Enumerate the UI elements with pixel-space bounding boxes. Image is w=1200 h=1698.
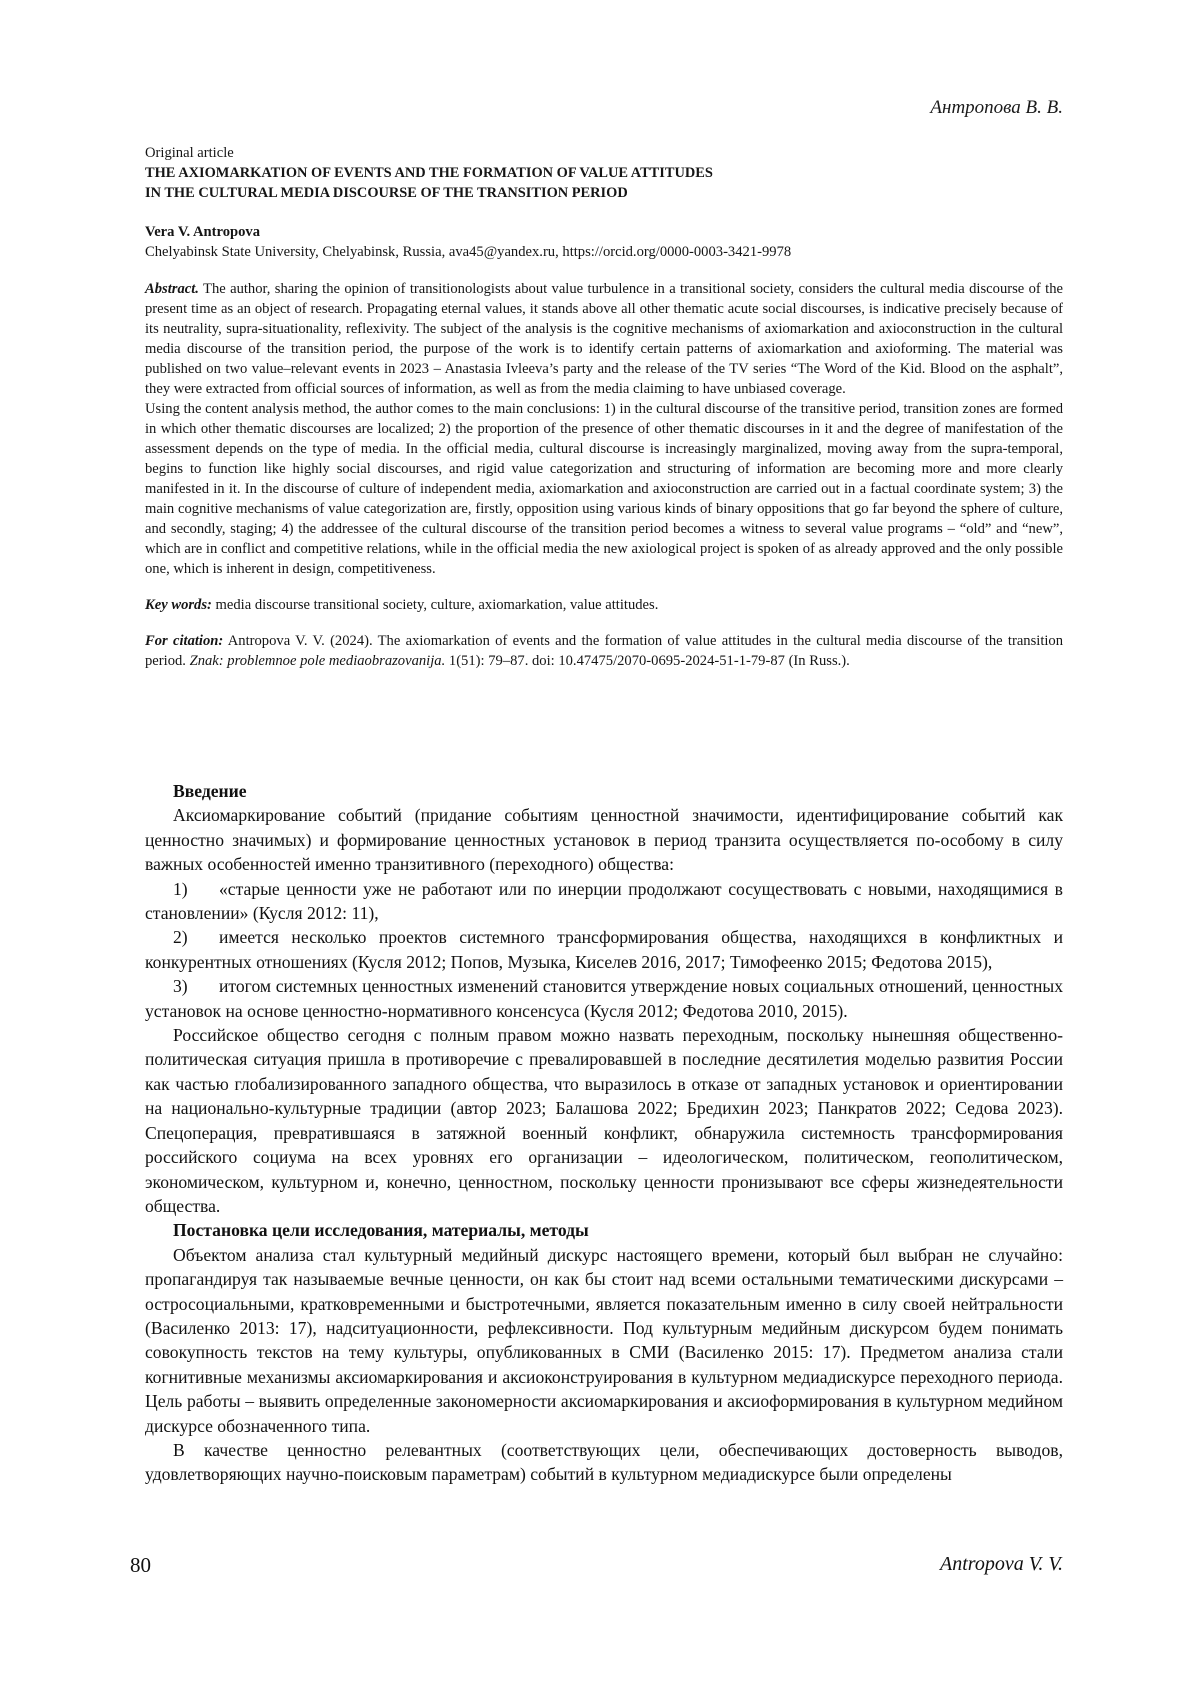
intro-paragraph-2: Российское общество сегодня с полным правом можно назвать переходным, поскольку нынешняя общественно-политическая ситуация пришла в противоречие с превалировавшей в последние десятилетия моделью развития России как частью глобализированного западного общества, что выразилось в отказе от западных установок и ориентировании на национально-культурные традиции (автор 2023; Балашова 2022; Бредихин 2023; Панкратов 2022; Седова 2023). Спецоперация, превратившаяся в затяжной военный конфликт, обнаружила системность трансформирования российского социума на всех уровнях его организации – идеологическом, политическом, геополитическом, экономическом, культурном и, конечно, ценностном, поскольку ценности пронизывают все сферы жизнедеятельности общества. xyxy=(145,1025,1063,1216)
list-item-text: итогом системных ценностных изменений становится утверждение новых социальных отношений, ценностных установок на основе ценностно-нормативного консенсуса (Кусля 2012; Федотова 2010, 2015). xyxy=(145,976,1063,1021)
list-item-text: «старые ценности уже не работают или по инерции продолжают сосуществовать с новыми, находящимися в становлении» (Кусля 2012: 11), xyxy=(145,878,1063,924)
list-number: 1) xyxy=(173,878,188,899)
english-metadata-block xyxy=(145,143,1063,671)
article-type: Original article xyxy=(145,145,234,161)
list-item xyxy=(145,974,1063,1023)
page-number: 80 xyxy=(130,1553,151,1577)
intro-paragraph-1: Аксиомаркирование событий (придание событиям ценностной значимости, идентифицирование событий как ценностно значимых) и формирование ценностных установок в период транзита осуществляется по-особому в силу важных особенностей именно транзитивного (переходного) общества: xyxy=(145,805,1063,875)
author-name: Vera V. Antropova xyxy=(145,224,261,240)
citation-text-2: 1(51): 79–87. doi: 10.47475/2070-0695-2024-51-1-79-87 (In Russ.). xyxy=(448,653,850,669)
citation xyxy=(145,631,1063,671)
abstract-label: Abstract. xyxy=(145,281,199,297)
footer-author: Antropova V. V. xyxy=(940,1553,1063,1575)
keywords xyxy=(145,595,1063,615)
keywords-text: media discourse transitional society, culture, axiomarkation, value attitudes. xyxy=(215,597,659,613)
list-number: 3) xyxy=(173,976,188,997)
list-item xyxy=(145,925,1063,974)
abstract-paragraph-2: Using the content analysis method, the author comes to the main conclusions: 1) in the cultural discourse of the transitive period, transition zones are formed in which other thematic discourses are localized; 2) the proportion of the presence of other thematic discourses in it and the degree of manifestation of the assessment depends on the type of media. In the official media, cultural discourse is increasingly marginalized, moving away from the supra-temporal, begins to function like highly social discourses, and rigid value categorization and structuring of information are becoming more and more clearly manifested in it. In the discourse of culture of independent media, axiomarkation and axioconstruction are carried out in a factual coordinate system; 3) the main cognitive mechanisms of value categorization are, firstly, opposition using various kinds of binary oppositions that go far beyond the sphere of culture, and secondly, staging; 4) the addressee of the cultural discourse of the transition period becomes a witness to several value programs – “old” and “new”, which are in conflict and competitive relations, while in the official media the new axiological project is spoken of as already approved and the only possible one, which is inherent in design, competitiveness. xyxy=(145,401,1063,577)
citation-label: For citation: xyxy=(145,633,224,649)
article-title xyxy=(145,163,1063,203)
list-number: 2) xyxy=(173,927,188,948)
list-item xyxy=(145,877,1063,926)
running-head: Антропова В. В. xyxy=(930,97,1063,118)
section-heading-methods: Постановка цели исследования, материалы, методы xyxy=(173,1220,589,1241)
article-body xyxy=(145,779,1063,1487)
list-item-text: имеется несколько проектов системного трансформирования общества, находящихся в конфликтных и конкурентных отношениях (Кусля 2012; Попов, Музыка, Киселев 2016, 2017; Тимофеенко 2015; Федотова 2015), xyxy=(145,927,1063,972)
citation-journal: Znak: problemnoe pole mediaobrazovanija. xyxy=(189,653,446,669)
methods-paragraph-1: Объектом анализа стал культурный медийный дискурс настоящего времени, который был выбран не случайно: пропагандируя так называемые вечные ценности, он как бы стоит над всеми остальными тематическими дискурсами – остросоциальными, кратковременными и быстротечными, является показательным именно в силу своей нейтральности (Василенко 2013: 17), надситуационности, рефлексивности. Под культурным медийным дискурсом будем понимать совокупность текстов на тему культуры, опубликованных в СМИ (Василенко 2015: 17). Предметом анализа стали когнитивные механизмы аксиомаркирования и аксиоконструирования в культурном медиадискурсе переходного периода. Цель работы – выявить определенные закономерности аксиомаркирования и аксиоформирования в культурном медийном дискурсе обозначенного типа. xyxy=(145,1244,1063,1436)
section-heading-introduction: Введение xyxy=(173,781,247,801)
author-affiliation: Chelyabinsk State University, Chelyabinsk, Russia, ava45@yandex.ru, https://orcid.org/0000-0003-3421-9978 xyxy=(145,244,792,260)
abstract xyxy=(145,279,1063,399)
keywords-label: Key words: xyxy=(145,597,212,613)
article-title-line-1: THE AXIOMARKATION OF EVENTS AND THE FORMATION OF VALUE ATTITUDES xyxy=(145,165,713,181)
abstract-paragraph-1: The author, sharing the opinion of transitionologists about value turbulence in a transitional society, considers the cultural media discourse of the present time as an object of research. Propagating eternal values, it stands above all other thematic acute social discourses, is indicative precisely because of its neutrality, supra-situationality, reflexivity. The subject of the analysis is the cognitive mechanisms of axiomarkation and axioconstruction in the cultural media discourse of the transition period, the purpose of the work is to identify certain patterns of axiomarkation and axioforming. The material was published on two value–relevant events in 2023 – Anastasia Ivleeva’s party and the release of the TV series “The Word of the Kid. Blood on the asphalt”, they were extracted from official sources of information, as well as from the media claiming to have unbiased coverage. xyxy=(145,281,1063,397)
methods-paragraph-2: В качестве ценностно релевантных (соответствующих цели, обеспечивающих достоверность выводов, удовлетворяющих научно-поисковым параметрам) событий в культурном медиадискурсе были определены xyxy=(145,1439,1063,1485)
citation-text-1: Antropova V. V. (2024). The axiomarkation of events and the formation of value attitudes in the cultural media discourse of the transition period. xyxy=(145,633,1064,669)
article-title-line-2: IN THE CULTURAL MEDIA DISCOURSE OF THE TRANSITION PERIOD xyxy=(145,185,628,201)
